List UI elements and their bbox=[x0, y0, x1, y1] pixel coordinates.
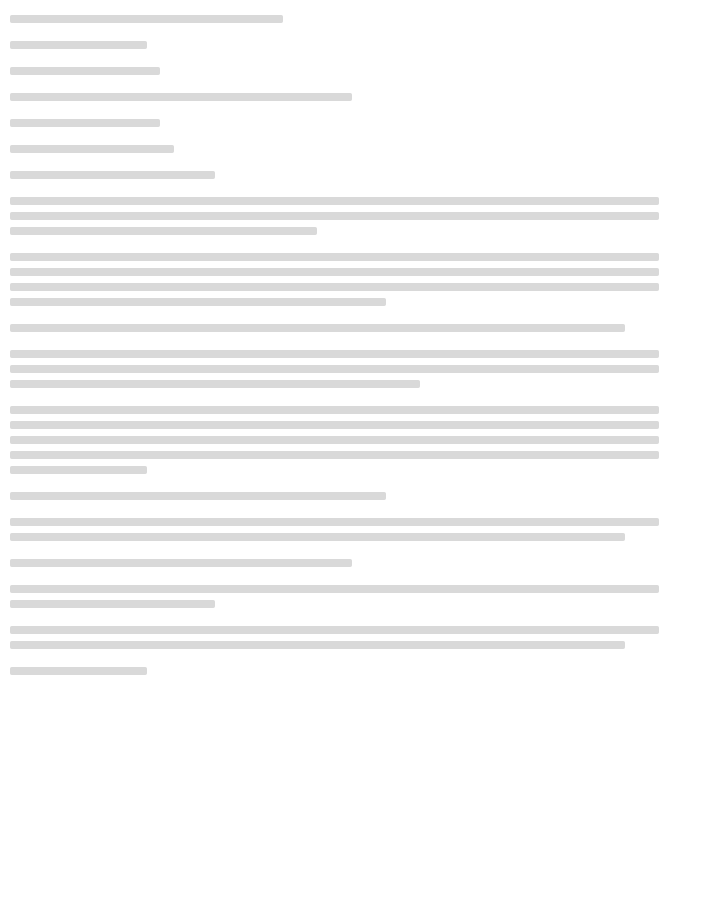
paragraph bbox=[10, 253, 693, 306]
redacted-line bbox=[10, 518, 659, 526]
redacted-line bbox=[10, 641, 625, 649]
redacted-line bbox=[10, 626, 659, 634]
paragraph bbox=[10, 406, 693, 474]
redacted-line bbox=[10, 600, 215, 608]
redacted-line bbox=[10, 171, 215, 179]
redacted-line bbox=[10, 406, 659, 414]
paragraph bbox=[10, 197, 693, 235]
redacted-line bbox=[10, 227, 317, 235]
paragraph bbox=[10, 119, 693, 127]
paragraph bbox=[10, 626, 693, 649]
paragraph bbox=[10, 41, 693, 49]
redacted-line bbox=[10, 492, 386, 500]
redacted-line bbox=[10, 533, 625, 541]
paragraph bbox=[10, 667, 693, 675]
redacted-line bbox=[10, 421, 659, 429]
paragraph bbox=[10, 518, 693, 541]
redacted-line bbox=[10, 365, 659, 373]
redacted-line bbox=[10, 93, 352, 101]
redacted-line bbox=[10, 324, 625, 332]
paragraph bbox=[10, 145, 693, 153]
redacted-line bbox=[10, 145, 174, 153]
redacted-line bbox=[10, 559, 352, 567]
paragraph bbox=[10, 350, 693, 388]
redacted-line bbox=[10, 585, 659, 593]
redacted-line bbox=[10, 451, 659, 459]
paragraph bbox=[10, 15, 693, 23]
redacted-line bbox=[10, 380, 420, 388]
redacted-line bbox=[10, 212, 659, 220]
redacted-line bbox=[10, 436, 659, 444]
redacted-line bbox=[10, 41, 147, 49]
redacted-line bbox=[10, 119, 160, 127]
redacted-line bbox=[10, 268, 659, 276]
redacted-line bbox=[10, 667, 147, 675]
redacted-line bbox=[10, 298, 386, 306]
paragraph bbox=[10, 492, 693, 500]
redacted-line bbox=[10, 197, 659, 205]
redacted-line bbox=[10, 253, 659, 261]
paragraph bbox=[10, 324, 693, 332]
paragraph bbox=[10, 67, 693, 75]
paragraph bbox=[10, 171, 693, 179]
redacted-line bbox=[10, 283, 659, 291]
paragraph bbox=[10, 93, 693, 101]
redacted-line bbox=[10, 466, 147, 474]
redacted-line bbox=[10, 15, 283, 23]
paragraph bbox=[10, 559, 693, 567]
redacted-line bbox=[10, 350, 659, 358]
redacted-line bbox=[10, 67, 160, 75]
paragraph bbox=[10, 585, 693, 608]
